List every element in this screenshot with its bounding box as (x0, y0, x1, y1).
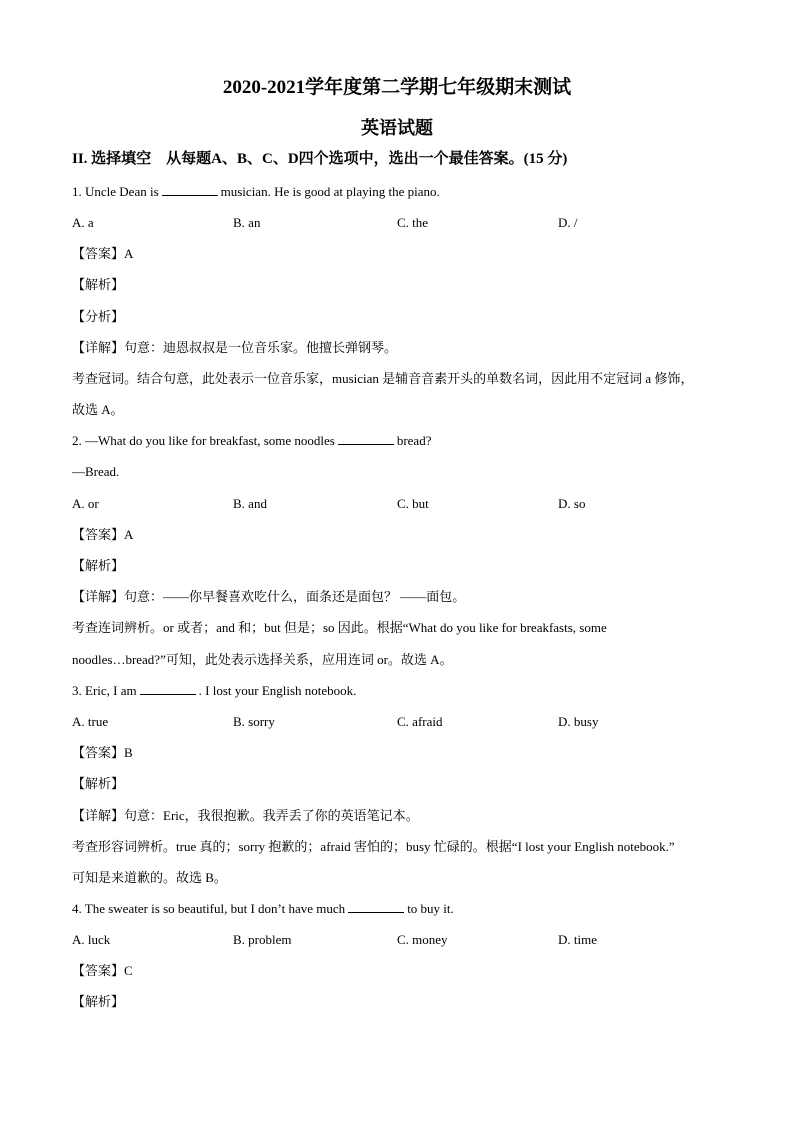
question-2-option-a: A. or (72, 496, 99, 511)
question-3-option-c: C. afraid (397, 714, 443, 729)
question-1 (72, 183, 440, 201)
question-2-text-before: 2. —What do you like for breakfast, some noodles (72, 433, 335, 448)
question-1-analysis-label: 【解析】 (72, 277, 125, 292)
question-4-option-b: B. problem (233, 932, 292, 947)
question-2-analysis-label: 【解析】 (72, 558, 125, 573)
question-3 (72, 682, 356, 700)
page-subtitle: 英语试题 (361, 118, 433, 138)
question-4-analysis-label: 【解析】 (72, 994, 125, 1009)
question-1-explanation-1: 考查冠词。结合句意，此处表示一位音乐家，musician 是辅音音素开头的单数名词，因此用不定冠词 a 修饰， (72, 371, 694, 386)
question-3-explanation-1: 考查形容词辨析。true 真的；sorry 抱歉的；afraid 害怕的；busy 忙碌的。根据“I lost your English notebook.” (72, 839, 675, 854)
answer-blank (348, 900, 404, 913)
question-2-explanation-1: 考查连词辨析。or 或者；and 和；but 但是；so 因此。根据“What do you like for breakfasts, some (72, 620, 607, 635)
question-1-explanation-2: 故选 A。 (72, 402, 124, 417)
question-2-option-b: B. and (233, 496, 267, 511)
question-3-option-d: D. busy (558, 714, 599, 729)
question-1-option-c: C. the (397, 215, 429, 230)
question-2-option-c: C. but (397, 496, 429, 511)
question-3-text-after: . I lost your English notebook. (198, 683, 357, 698)
question-2-text-after: bread? (396, 433, 432, 448)
question-1-answer: 【答案】A (72, 246, 134, 261)
question-4-option-d: D. time (558, 932, 597, 947)
section-heading: II. 选择填空 从每题A、B、C、D四个选项中，选出一个最佳答案。(15 分) (72, 151, 568, 167)
page-title: 2020-2021学年度第二学期七年级期末测试 (222, 77, 572, 98)
question-1-detail: 【详解】句意：迪恩叔叔是一位音乐家。他擅长弹钢琴。 (72, 340, 398, 355)
question-4-answer: 【答案】C (72, 963, 133, 978)
question-1-option-a: A. a (72, 215, 94, 230)
answer-blank (338, 432, 394, 445)
answer-blank (162, 183, 218, 196)
question-3-option-b: B. sorry (233, 714, 275, 729)
question-4-text-before: 4. The sweater is so beautiful, but I don’t have much (72, 901, 346, 916)
question-3-explanation-2: 可知是来道歉的。故选 B。 (72, 870, 227, 885)
question-2 (72, 432, 431, 450)
question-2-explanation-2: noodles…bread?”可知，此处表示选择关系，应用连词 or。故选 A。 (72, 652, 453, 667)
question-1-text-after: musician. He is good at playing the piano. (220, 184, 440, 199)
question-4 (72, 900, 454, 918)
question-1-option-b: B. an (233, 215, 261, 230)
question-3-answer: 【答案】B (72, 745, 133, 760)
question-3-text-before: 3. Eric, I am (72, 683, 137, 698)
question-3-option-a: A. true (72, 714, 109, 729)
question-3-analysis-label: 【解析】 (72, 776, 125, 791)
question-2-detail: 【详解】句意：——你早餐喜欢吃什么，面条还是面包？ ——面包。 (72, 589, 466, 604)
question-1-text-before: 1. Uncle Dean is (72, 184, 159, 199)
question-1-option-d: D. / (558, 215, 578, 230)
question-3-detail: 【详解】句意：Eric，我很抱歉。我弄丢了你的英语笔记本。 (72, 808, 419, 823)
question-2-answer: 【答案】A (72, 527, 134, 542)
answer-blank (140, 682, 196, 695)
question-2-reply: —Bread. (72, 464, 120, 479)
question-4-option-a: A. luck (72, 932, 111, 947)
question-4-text-after: to buy it. (407, 901, 454, 916)
question-1-fenxi-label: 【分析】 (72, 309, 125, 324)
question-2-option-d: D. so (558, 496, 586, 511)
question-4-option-c: C. money (397, 932, 448, 947)
